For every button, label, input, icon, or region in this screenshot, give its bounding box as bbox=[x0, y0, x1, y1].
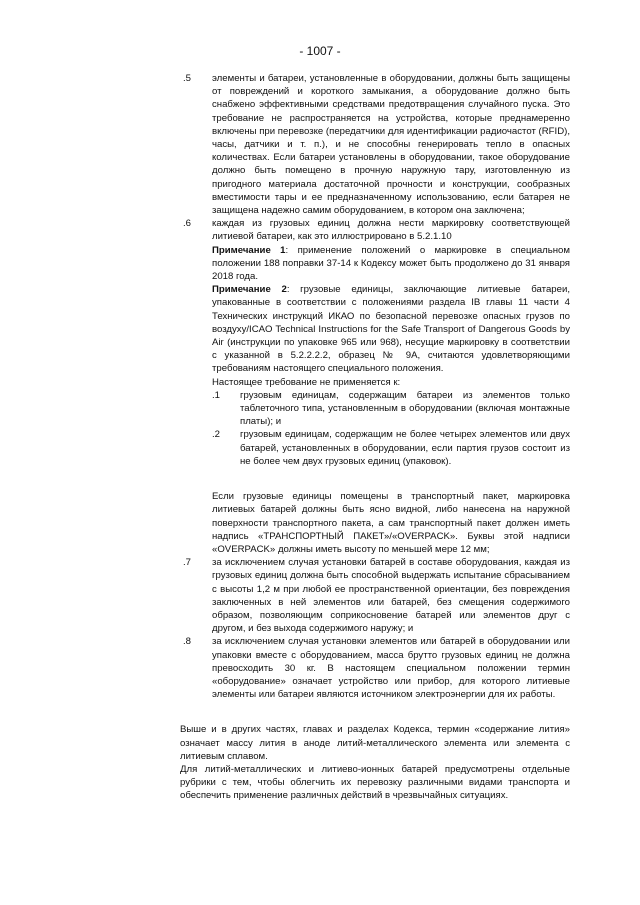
not-applicable-intro: Настоящее требование не применяется к: bbox=[212, 376, 401, 388]
sub-item-1 bbox=[0, 389, 570, 429]
note-label: Примечание 1 bbox=[212, 244, 286, 256]
note-label: Примечание 2 bbox=[212, 284, 287, 296]
sub-item-number: .1 bbox=[212, 389, 221, 401]
closing-paragraph-2: Для литий-металлических и литиево-ионных батарей предусмотрены отдельные рубрики с тем, чтобы облегчить их перевозку различными видами транспорта и обеспечить применение различных действий в чрезвычайных ситуациях. bbox=[180, 763, 570, 802]
list-item-8 bbox=[0, 635, 570, 701]
overpack-paragraph: Если грузовые единицы помещены в транспортный пакет, маркировка литиевых батарей должны быть ясно видной, либо нанесена на наружной поверхности транспортного пакета, а сам транспортный пакет должен иметь надпись «ТРАНСПОРТНЫЙ ПАКЕТ»/«OVERPACK». Буквы этой надписи «OVERPACK» должны иметь высоту по меньшей мере 12 мм; bbox=[212, 491, 570, 555]
sub-item-number: .2 bbox=[212, 429, 221, 441]
page-number: - 1007 - bbox=[299, 44, 341, 58]
item-number: .7 bbox=[183, 557, 192, 569]
note-text: : грузовые единицы, заключающие литиевые батареи, упакованные в соответствии с положениями раздела IB главы 11 части 4 Технических инструкций ИКАО по безопасной перевозке опасных грузов по воздуху/ICAO Technical Instructions for the Safe Transport of Dangerous Goods by Air (инструкции по упаковке 965 или 968), несущие маркировку в соответствии с указанной в 5.2.2.2.2, образец № 9А, считаются удовлетворяющими требованиям настоящего специального положения. bbox=[212, 284, 570, 375]
list-item-7 bbox=[0, 556, 570, 635]
sub-item-text: грузовым единицам, содержащим не более четырех элементов или двух батарей, установленных в оборудовании, если партия грузов состоит из не более чем двух грузовых единиц (упаковок). bbox=[240, 429, 570, 467]
sub-item-2 bbox=[0, 428, 570, 468]
note-text: : применение положений о маркировке в специальном положении 188 поправки 37-14 к Кодексу может быть продолжено до 31 января 2018 года. bbox=[212, 244, 570, 283]
item-text: за исключением случая установки батарей в составе оборудования, каждая из грузовых единиц должна быть способной выдержать испытание сбрасыванием с высоты 1,2 м при любой ее пространственной ориентации, без повреждения заключенных в ней элементов или батарей, без смещения содержимого образом, позволяющим соприкосновение батарей или элементов друг с другом, и без выхода содержимого наружу; и bbox=[212, 557, 570, 635]
item-text: элементы и батареи, установленные в оборудовании, должны быть защищены от повреждений и короткого замыкания, а оборудование должно быть снабжено эффективными средствами предотвращения случайного пуска. Это требование не распространяется на устройства, которые преднамеренно включены при перевозке (передатчики для идентификации радиочастот (RFID), часы, датчики и т. п.), и не способны генерировать тепло в опасных количествах. Если батареи установлены в оборудовании, такое оборудование должно быть помещено в прочную наружную тару, изготовленную из пригодного материала достаточной прочности и конструкции, сообразных вместимости тары и ее предназначенному использованию, если батарея не защищена надежно самим оборудованием, в котором она заключена; bbox=[212, 73, 570, 217]
item-text: каждая из грузовых единиц должна нести маркировку соответствующей литиевой батареи, как это иллюстрировано в 5.2.1.10 bbox=[212, 218, 570, 243]
document-body bbox=[0, 72, 640, 803]
list-item-6 bbox=[0, 217, 570, 243]
closing-paragraph-1: Выше и в других частях, главах и разделах Кодекса, термин «содержание лития» означает массу лития в аноде литий-металлического элемента или элемента с литиевым сплавом. bbox=[180, 724, 570, 762]
item-text: за исключением случая установки элементов или батарей в оборудовании или упаковки вместе с оборудованием, масса брутто грузовых единиц не должна превосходить 30 кг. В настоящем специальном положении термин «оборудование» означает устройство или прибор, для которого литиевые элементы или батареи являются источником электроэнергии для их работы. bbox=[212, 636, 570, 701]
sub-item-text: грузовым единицам, содержащим батареи из элементов только таблеточного типа, установленным в оборудовании (включая монтажные платы); и bbox=[240, 389, 570, 428]
list-item-5 bbox=[0, 72, 570, 217]
item-number: .6 bbox=[183, 218, 192, 230]
note-1 bbox=[0, 244, 570, 284]
item-number: .5 bbox=[183, 73, 192, 84]
item-number: .8 bbox=[183, 636, 192, 648]
note-2 bbox=[0, 283, 570, 375]
